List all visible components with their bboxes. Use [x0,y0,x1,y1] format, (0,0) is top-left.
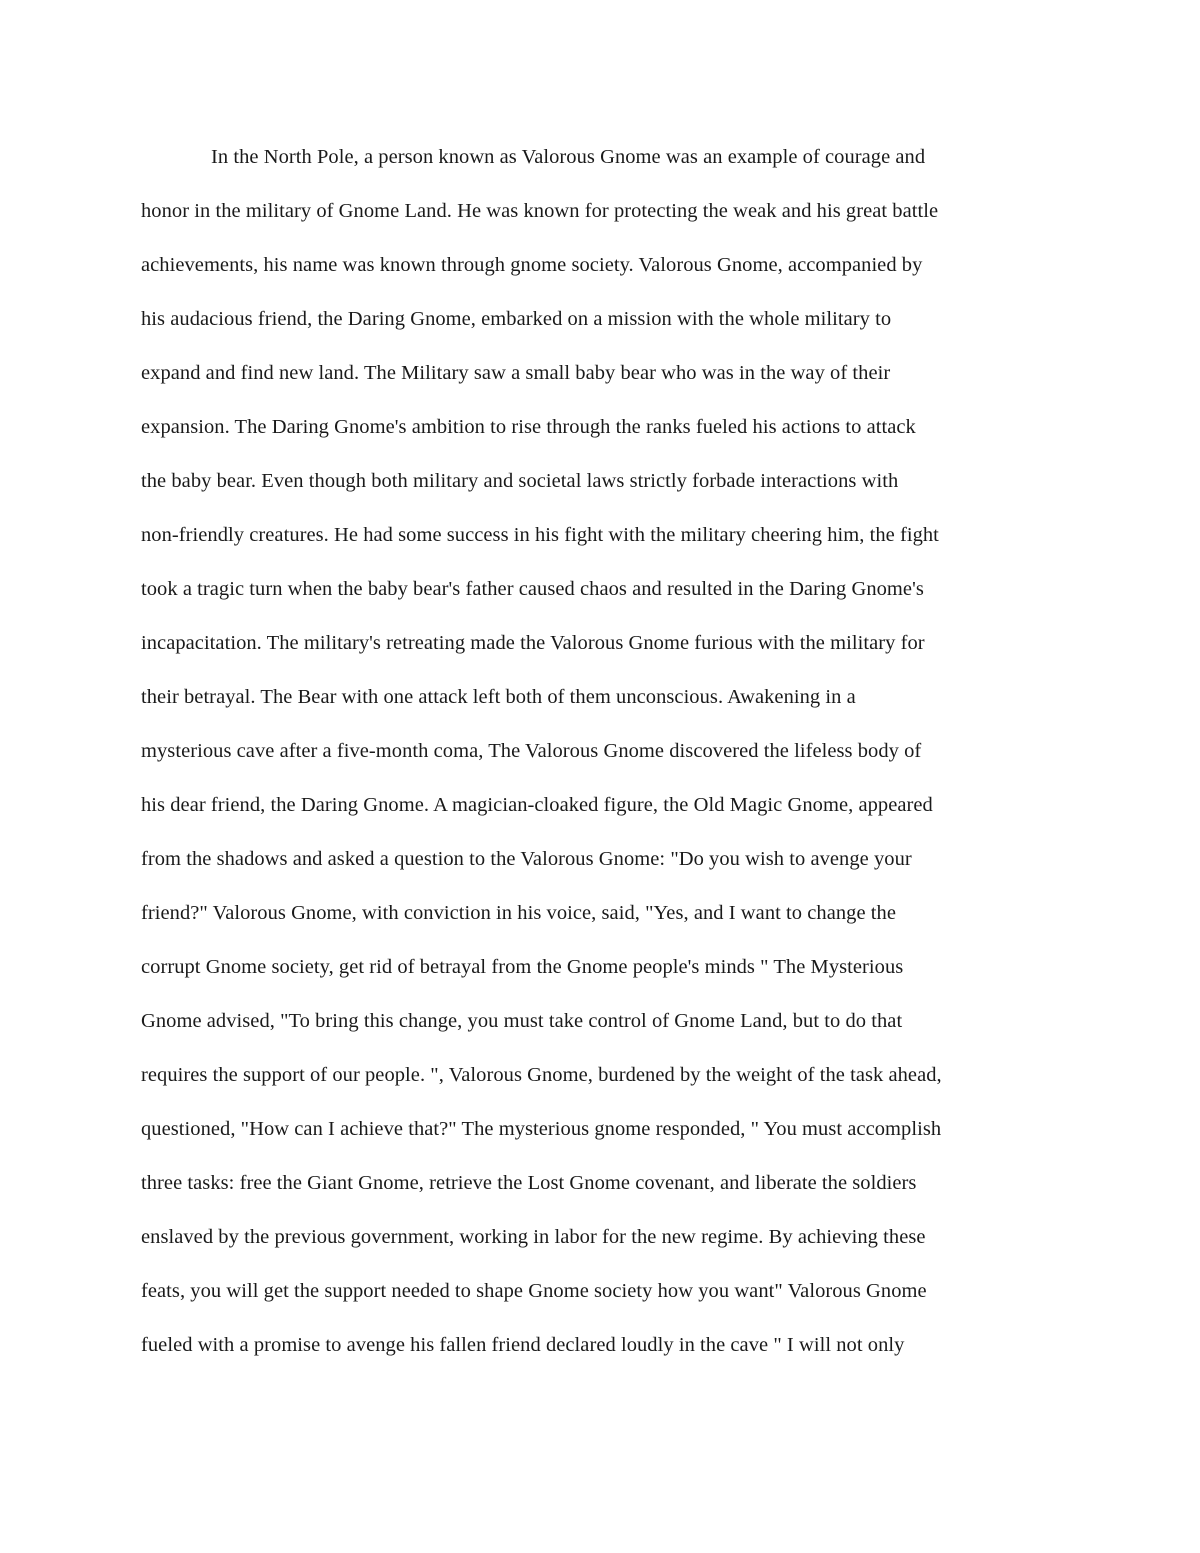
text-line: the baby bear. Even though both military and societal laws strictly forbade interactions with [141,470,899,492]
text-line: requires the support of our people. ", Valorous Gnome, burdened by the weight of the task ahead, [141,1064,942,1086]
text-line: his audacious friend, the Daring Gnome, embarked on a mission with the whole military to [141,308,892,330]
text-line: took a tragic turn when the baby bear's father caused chaos and resulted in the Daring Gnome's [141,578,924,600]
text-line: their betrayal. The Bear with one attack left both of them unconscious. Awakening in a [141,686,856,708]
text-line: expand and find new land. The Military saw a small baby bear who was in the way of their [141,362,891,384]
text-line: three tasks: free the Giant Gnome, retrieve the Lost Gnome covenant, and liberate the soldiers [141,1172,917,1194]
text-line: questioned, "How can I achieve that?" The mysterious gnome responded, " You must accomplish [141,1118,942,1140]
text-line: fueled with a promise to avenge his fallen friend declared loudly in the cave " I will not only [141,1334,905,1356]
text-line: expansion. The Daring Gnome's ambition to rise through the ranks fueled his actions to attack [141,416,916,438]
text-line: feats, you will get the support needed to shape Gnome society how you want" Valorous Gnome [141,1280,927,1302]
text-line: Gnome advised, "To bring this change, you must take control of Gnome Land, but to do that [141,1010,903,1032]
story-paragraph [141,138,1061,1380]
text-line: corrupt Gnome society, get rid of betrayal from the Gnome people's minds " The Mysterious [141,956,904,978]
text-line: from the shadows and asked a question to the Valorous Gnome: "Do you wish to avenge your [141,848,912,870]
text-line: In the North Pole, a person known as Valorous Gnome was an example of courage and [211,146,926,168]
text-line: his dear friend, the Daring Gnome. A magician-cloaked figure, the Old Magic Gnome, appeared [141,794,933,816]
text-line: incapacitation. The military's retreating made the Valorous Gnome furious with the military for [141,632,925,654]
text-line: honor in the military of Gnome Land. He was known for protecting the weak and his great battle [141,200,939,222]
text-line: mysterious cave after a five-month coma, The Valorous Gnome discovered the lifeless body of [141,740,922,762]
text-line: non-friendly creatures. He had some success in his fight with the military cheering him, the fight [141,524,939,546]
text-line: achievements, his name was known through gnome society. Valorous Gnome, accompanied by [141,254,923,276]
text-line: enslaved by the previous government, working in labor for the new regime. By achieving these [141,1226,926,1248]
text-line: friend?" Valorous Gnome, with conviction in his voice, said, "Yes, and I want to change the [141,902,896,924]
